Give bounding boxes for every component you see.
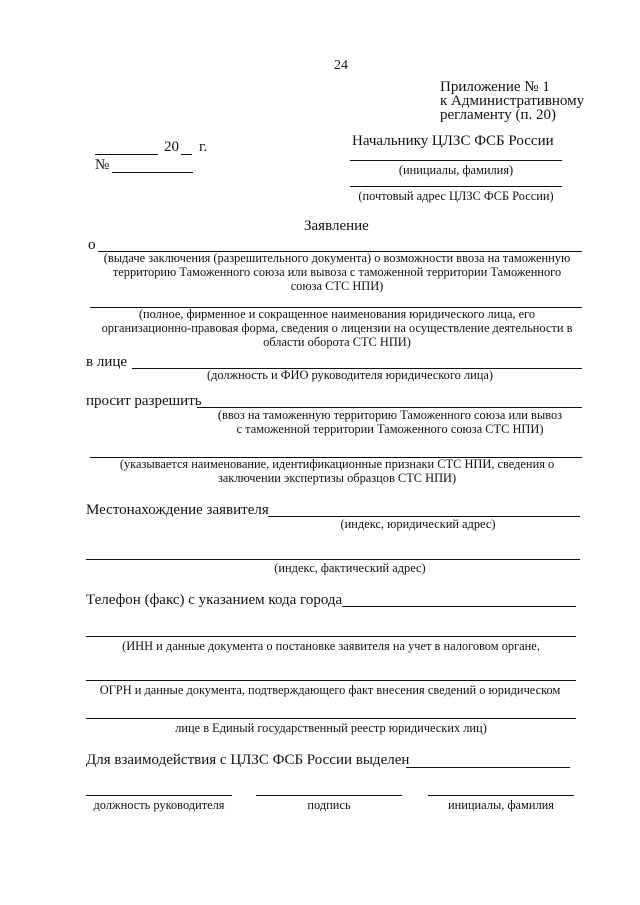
person-label: в лице: [86, 354, 128, 370]
addressee-name-line[interactable]: [350, 160, 562, 161]
phone-label: Телефон (факс) с указанием кода города: [86, 592, 343, 608]
appendix-line-3: регламенту (п. 20): [440, 107, 556, 123]
inn-line[interactable]: [86, 636, 576, 637]
location-actual-line[interactable]: [86, 559, 580, 560]
addressee-address-line[interactable]: [350, 186, 562, 187]
date-year-suffix: г.: [199, 139, 208, 155]
item-hint: (указывается наименование, идентификационные признаки СТС НПИ, сведения о заключении экспертизы образцов СТС НПИ): [119, 457, 555, 485]
inn-hint: (ИНН и данные документа о постановке заявителя на учет в налоговом органе,: [122, 639, 540, 653]
page-number: 24: [334, 58, 348, 73]
signature-sign-label: подпись: [307, 798, 351, 812]
request-hint: (ввоз на таможенную территорию Таможенного союза или вывоз с таможенной территории Таможенного союза СТС НПИ): [217, 408, 563, 436]
location-actual-hint: (индекс, фактический адрес): [274, 561, 426, 575]
addressee-address-hint: (почтовый адрес ЦЛЗС ФСБ России): [358, 189, 554, 203]
phone-line[interactable]: [342, 606, 576, 607]
person-hint: (должность и ФИО руководителя юридического лица): [206, 368, 494, 382]
interaction-label: Для взаимодействия с ЦЛЗС ФСБ России выделен: [86, 752, 410, 768]
signature-position-label: должность руководителя: [93, 798, 225, 812]
location-legal-hint: (индекс, юридический адрес): [340, 517, 496, 531]
signature-name-label: инициалы, фамилия: [448, 798, 554, 812]
date-year-prefix: 20: [164, 139, 179, 155]
organization-hint: (полное, фирменное и сокращенное наименования юридического лица, его организационно-правовая форма, сведения о лицензии на осуществление деятельности в области оборота СТС НПИ): [101, 307, 573, 349]
document-title: Заявление: [304, 218, 369, 234]
date-line[interactable]: [95, 154, 158, 155]
about-prefix: о: [88, 237, 96, 253]
number-label: №: [95, 157, 110, 173]
about-hint: (выдаче заключения (разрешительного документа) о возможности ввоза на таможенную территорию Таможенного союза или вывоза с таможенной территории Таможенного союза СТС НПИ): [103, 251, 571, 293]
addressee-title: Начальнику ЦЛЗС ФСБ России: [352, 133, 554, 149]
appendix-line-1: Приложение № 1: [440, 79, 550, 95]
location-label: Местонахождение заявителя: [86, 502, 269, 518]
signature-name-line[interactable]: [428, 795, 574, 796]
request-label: просит разрешить: [86, 393, 202, 409]
appendix-block: [440, 80, 584, 122]
signature-position-line[interactable]: [86, 795, 232, 796]
ogrn-hint-2: лице в Единый государственный реестр юридических лиц): [175, 721, 487, 735]
addressee-name-hint: (инициалы, фамилия): [398, 163, 514, 177]
appendix-line-2: к Административному: [440, 93, 585, 109]
signature-sign-line[interactable]: [256, 795, 402, 796]
ogrn-registry-line[interactable]: [86, 718, 576, 719]
number-line[interactable]: [112, 172, 193, 173]
interaction-line[interactable]: [406, 767, 570, 768]
ogrn-hint-1: ОГРН и данные документа, подтверждающего факт внесения сведений о юридическом: [99, 683, 561, 697]
date-year-line[interactable]: [181, 154, 192, 155]
ogrn-line[interactable]: [86, 680, 576, 681]
